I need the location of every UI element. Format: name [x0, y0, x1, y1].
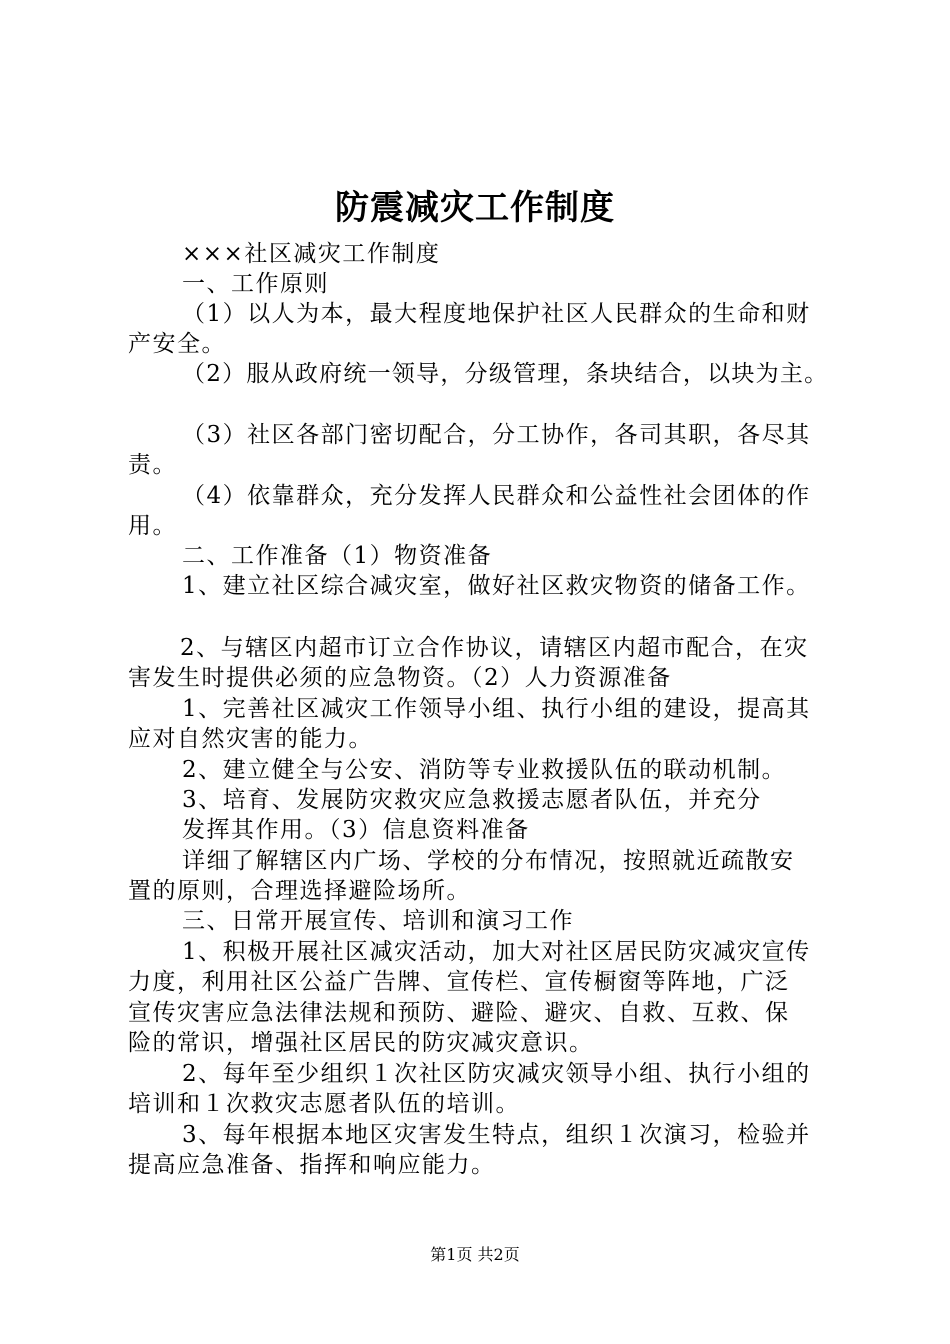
- text-line: 发挥其作用。（3）信息资料准备: [182, 817, 530, 843]
- text-line: （4）依靠群众，充分发挥人民群众和公益性社会团体的作: [182, 483, 811, 509]
- text-line: ×××社区减灾工作制度: [182, 241, 441, 267]
- text-line: 1、建立社区综合减灾室，做好社区救灾物资的储备工作。: [182, 573, 811, 599]
- text-line: 三、日常开展宣传、培训和演习工作: [182, 908, 574, 934]
- text-line: 2、建立健全与公安、消防等专业救援队伍的联动机制。: [182, 757, 787, 783]
- text-line: 置的原则，合理选择避险场所。: [128, 878, 471, 904]
- text-line: 3、培育、发展防灾救灾应急救援志愿者队伍，并充分: [182, 787, 762, 813]
- text-line: 培训和１次救灾志愿者队伍的培训。: [128, 1091, 520, 1117]
- text-line: 二、工作准备（1）物资准备: [182, 543, 493, 569]
- text-line: 2、每年至少组织１次社区防灾减灾领导小组、执行小组的: [182, 1061, 811, 1087]
- text-line: 详细了解辖区内广场、学校的分布情况，按照就近疏散安: [182, 848, 795, 874]
- text-line: 险的常识，增强社区居民的防灾减灾意识。: [128, 1030, 594, 1056]
- page-indicator: 第1页 共2页: [430, 1245, 520, 1264]
- text-line: 宣传灾害应急法律法规和预防、避险、避灾、自救、互救、保: [128, 1000, 790, 1026]
- text-line: （2）服从政府统一领导，分级管理，条块结合，以块为主。: [182, 361, 829, 387]
- text-line: 一、工作原则: [182, 271, 329, 297]
- text-line: 提高应急准备、指挥和响应能力。: [128, 1152, 496, 1178]
- text-line: （3）社区各部门密切配合，分工协作，各司其职，各尽其: [182, 422, 811, 448]
- text-line: 产安全。: [128, 331, 226, 357]
- document-title: 防震减灾工作制度: [335, 188, 615, 228]
- text-line: 应对自然灾害的能力。: [128, 726, 373, 752]
- text-line: 责。: [128, 452, 177, 478]
- text-line: （1）以人为本，最大程度地保护社区人民群众的生命和财: [182, 301, 811, 327]
- text-line: 用。: [128, 513, 177, 539]
- text-line: 害发生时提供必须的应急物资。（2）人力资源准备: [128, 665, 672, 691]
- text-line: 1、完善社区减灾工作领导小组、执行小组的建设，提高其: [182, 696, 811, 722]
- text-line: 力度，利用社区公益广告牌、宣传栏、宣传橱窗等阵地，广泛: [128, 969, 790, 995]
- text-line: 2、与辖区内超市订立合作协议，请辖区内超市配合，在灾: [180, 635, 809, 661]
- text-line: 1、积极开展社区减灾活动，加大对社区居民防灾减灾宣传: [182, 939, 811, 965]
- text-line: 3、每年根据本地区灾害发生特点，组织１次演习，检验并: [182, 1122, 811, 1148]
